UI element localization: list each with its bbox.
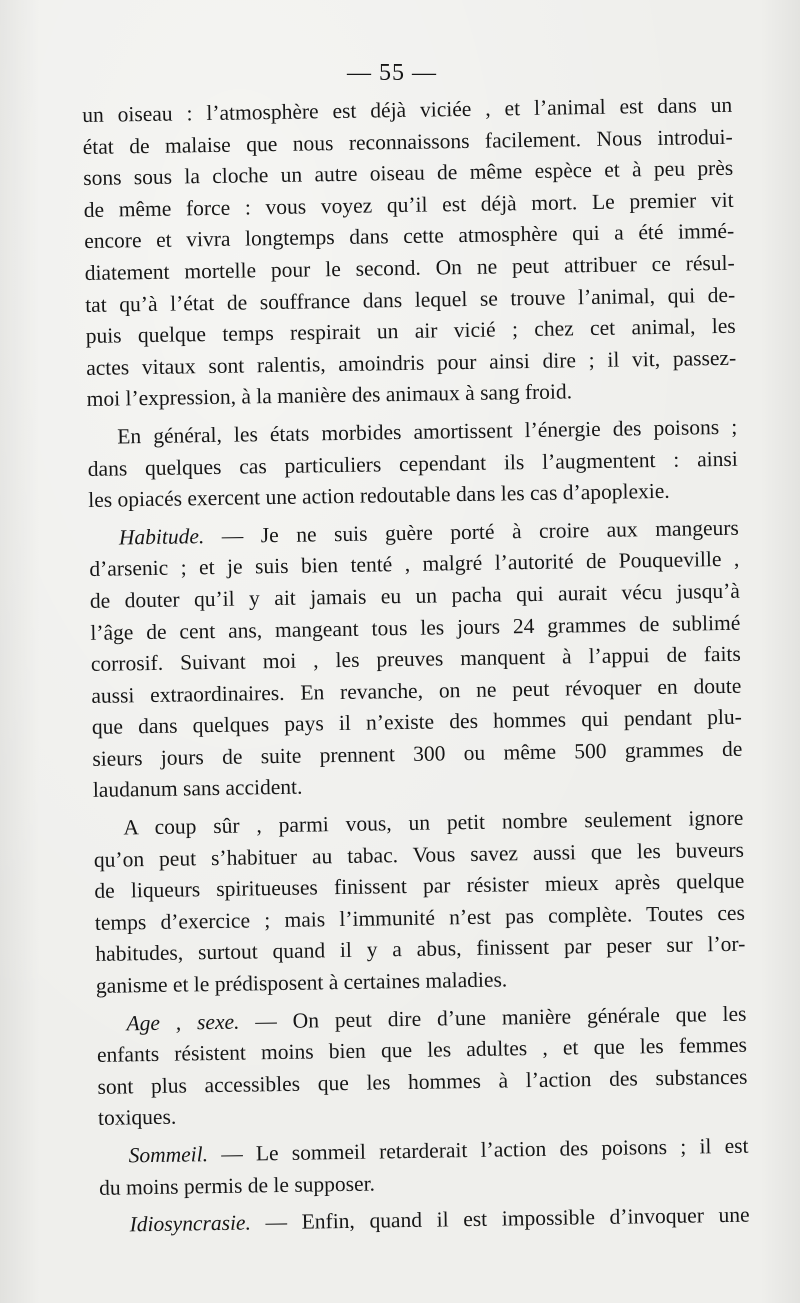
text-line: corrosif. Suivant moi , les preuves manquent à l’appui de faits bbox=[90, 641, 741, 677]
paragraph-4 bbox=[93, 803, 746, 1003]
text-line: laudanum sans accident. bbox=[92, 775, 303, 803]
text-segment: — Enfin, quand il est impossible d’invoquer une bbox=[250, 1202, 750, 1235]
text-line: actes vitaux sont ralentis, amoindris pour ainsi dire ; il vit, passez- bbox=[86, 345, 737, 380]
section-label-age-sexe: Age , sexe. bbox=[126, 1009, 240, 1036]
paragraph-sommeil bbox=[98, 1131, 749, 1204]
text-segment: — Le sommeil retarderait l’action des poisons ; il est bbox=[207, 1133, 749, 1167]
text-line: sieurs jours de suite prennent 300 ou même 500 grammes de bbox=[92, 736, 743, 771]
text-line: sons sous la cloche un autre oiseau de même espèce et à peu près bbox=[83, 155, 734, 191]
text-line: que dans quelques pays il n’existe des hommes qui pendant plu- bbox=[91, 704, 742, 740]
paragraph-idiosyncrasie bbox=[99, 1200, 749, 1242]
text-line: habitudes, surtout quand il y a abus, finissent par peser sur l’or- bbox=[95, 932, 746, 967]
text-line: toxiques. bbox=[97, 1105, 177, 1131]
section-label-sommeil: Sommeil. bbox=[128, 1142, 209, 1168]
text-segment: — On peut dire d’une manière générale que les bbox=[239, 1001, 747, 1034]
paragraph-habitude bbox=[89, 512, 743, 807]
text-line: l’âge de cent ans, mangeant tous les jours 24 grammes de sublimé bbox=[90, 610, 741, 645]
text-line: les opiacés exercent une action redoutable dans les cas d’apoplexie. bbox=[88, 478, 670, 513]
paragraph-age-sexe bbox=[96, 998, 748, 1135]
text-line: En général, les états morbides amortissent l’énergie des poisons ; bbox=[117, 414, 738, 449]
text-line: diatement mortelle pour le second. On ne peut attribuer ce résul- bbox=[84, 250, 735, 285]
text-line: qu’on peut s’habituer au tabac. Vous savez aussi que les buveurs bbox=[93, 837, 745, 872]
text-line: du moins permis de le supposer. bbox=[98, 1171, 376, 1200]
text-line: moi l’expression, à la manière des animaux à sang froid. bbox=[86, 379, 573, 412]
text-line: aussi extraordinaires. En revanche, on ne peut révoquer en doute bbox=[91, 673, 742, 708]
text-line: ganisme et le prédisposent à certaines maladies. bbox=[95, 967, 508, 998]
text-line: de douter qu’il y ait jamais eu un pacha qui aurait vécu jusqu’à bbox=[89, 578, 740, 613]
text-line: encore et vivra longtemps dans cette atmosphère qui a été immé- bbox=[84, 219, 735, 254]
text-line: de liqueurs spiritueuses finissent par résister mieux après quelque bbox=[94, 868, 745, 904]
text-line: enfants résistent moins bien que les adultes , et que les femmes bbox=[96, 1032, 748, 1068]
section-label-idiosyncrasie: Idiosyncrasie. bbox=[129, 1210, 252, 1237]
text-segment: — Je ne suis guère porté à croire aux mangeurs bbox=[204, 515, 739, 548]
body-text bbox=[82, 90, 750, 1248]
text-line: sont plus accessibles que les hommes à l’action des substances bbox=[97, 1064, 748, 1099]
text-line: de même force : vous voyez qu’il est déjà mort. Le premier vit bbox=[83, 187, 734, 222]
text-line: d’arsenic ; et je suis bien tenté , malgré l’autorité de Pouqueville , bbox=[89, 547, 740, 582]
text-line: état de malaise que nous reconnaissons facilement. Nous introdui- bbox=[82, 124, 733, 159]
text-line bbox=[99, 1200, 749, 1242]
paragraph-1 bbox=[82, 90, 737, 416]
paragraph-2 bbox=[87, 412, 738, 517]
section-label-habitude: Habitude. bbox=[118, 523, 205, 550]
page-number: — 55 — bbox=[347, 60, 437, 86]
text-line: un oiseau : l’atmosphère est déjà viciée , et l’animal est dans un bbox=[82, 92, 733, 127]
text-line: A coup sûr , parmi vous, un petit nombre seulement ignore bbox=[123, 805, 744, 840]
text-line: temps d’exercice ; mais l’immunité n’est pas complète. Toutes ces bbox=[94, 900, 746, 935]
text-line: dans quelques cas particuliers cependant ils l’augmentent : ainsi bbox=[87, 446, 738, 481]
text-line: puis quelque temps respirait un air vicié ; chez cet animal, les bbox=[85, 313, 736, 349]
text-line: tat qu’à l’état de souffrance dans lequel se trouve l’animal, qui de- bbox=[85, 282, 736, 317]
